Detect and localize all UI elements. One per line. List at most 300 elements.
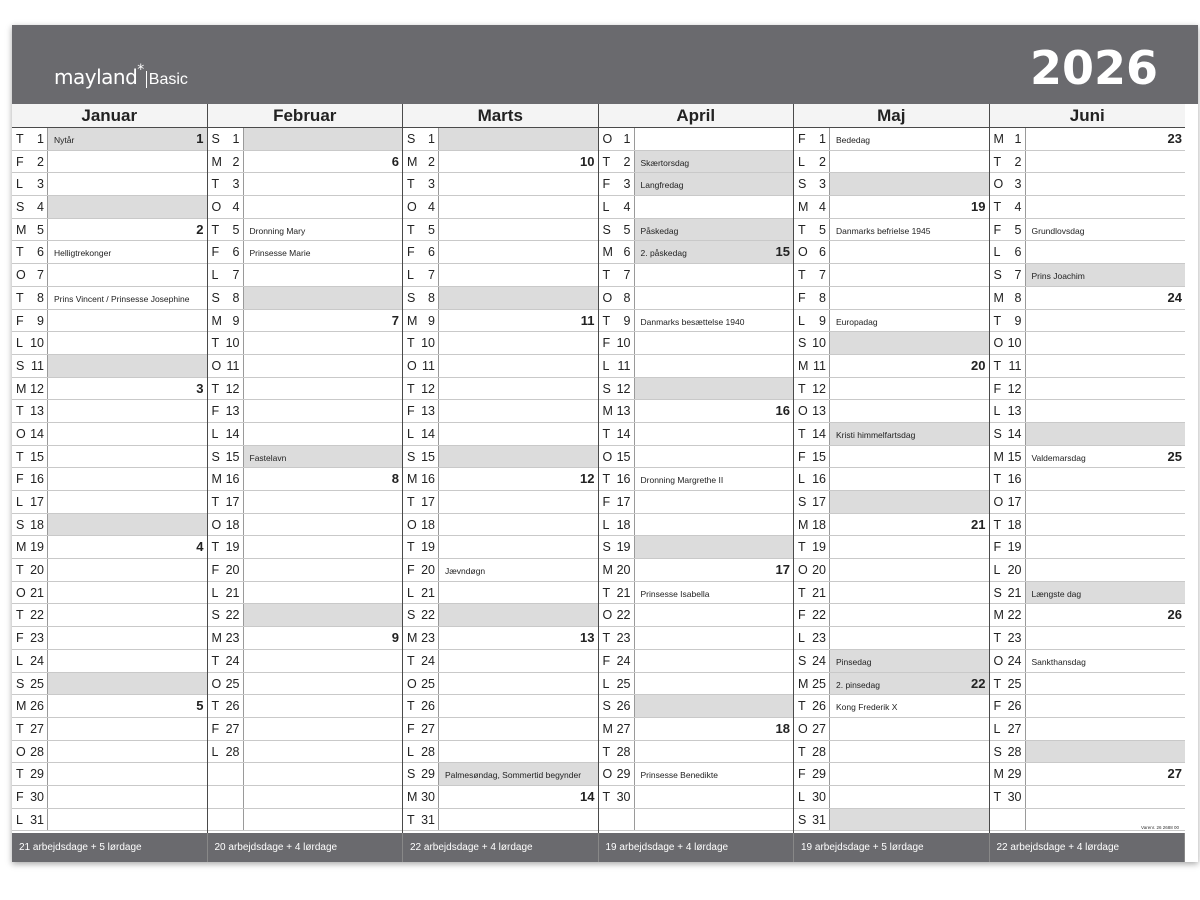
day-number: 14 — [616, 426, 631, 441]
weekday-letter: L — [602, 676, 610, 691]
note-cell[interactable] — [1026, 514, 1186, 536]
note-cell[interactable] — [830, 378, 989, 400]
note-cell[interactable] — [244, 582, 403, 604]
note-cell[interactable] — [635, 423, 794, 445]
note-cell[interactable] — [1026, 695, 1186, 717]
day-number: 19 — [421, 540, 435, 555]
day-cell — [12, 695, 48, 717]
day-row — [794, 514, 989, 537]
note-cell[interactable] — [635, 378, 794, 400]
day-number: 19 — [812, 540, 826, 555]
note-cell[interactable] — [48, 695, 207, 717]
note-cell[interactable] — [439, 241, 598, 263]
note-cell[interactable] — [1026, 582, 1186, 604]
note-cell[interactable] — [830, 219, 989, 241]
weekday-letter: F — [211, 563, 220, 578]
day-cell — [794, 741, 830, 763]
day-cell — [599, 378, 635, 400]
day-number: 25 — [225, 676, 240, 691]
note-cell[interactable] — [244, 151, 403, 173]
day-cell — [208, 378, 244, 400]
day-row — [12, 310, 207, 333]
note-cell[interactable] — [439, 491, 598, 513]
note-cell[interactable] — [244, 741, 403, 763]
note-cell[interactable] — [439, 468, 598, 490]
note-cell[interactable] — [48, 627, 207, 649]
note-cell[interactable] — [48, 400, 207, 422]
note-cell[interactable] — [1026, 718, 1186, 740]
day-cell — [599, 219, 635, 241]
day-row — [208, 695, 403, 718]
note-cell[interactable] — [635, 604, 794, 626]
day-number: 9 — [1014, 313, 1022, 328]
note-cell[interactable] — [635, 582, 794, 604]
day-row — [794, 446, 989, 469]
day-row — [403, 241, 598, 264]
note-cell[interactable] — [635, 514, 794, 536]
day-cell — [794, 128, 830, 150]
empty-note-cell — [244, 809, 403, 831]
note-cell[interactable] — [244, 627, 403, 649]
note-cell[interactable] — [635, 650, 794, 672]
day-cell — [208, 310, 244, 332]
note-cell[interactable] — [635, 264, 794, 286]
note-cell[interactable] — [48, 536, 207, 558]
note-cell[interactable] — [830, 695, 989, 717]
day-number: 23 — [421, 631, 435, 646]
day-number: 16 — [421, 472, 435, 487]
note-cell[interactable] — [830, 332, 989, 354]
day-row — [403, 219, 598, 242]
note-cell[interactable] — [439, 627, 598, 649]
note-cell[interactable] — [1026, 355, 1186, 377]
note-cell[interactable] — [439, 310, 598, 332]
holiday-label: Europadag — [836, 316, 878, 327]
note-cell[interactable] — [48, 287, 207, 309]
weekday-letter: L — [407, 744, 414, 759]
note-cell[interactable] — [1026, 468, 1186, 490]
day-number: 10 — [812, 336, 826, 351]
note-cell[interactable] — [1026, 559, 1186, 581]
note-cell[interactable] — [635, 627, 794, 649]
note-cell[interactable] — [635, 559, 794, 581]
note-cell[interactable] — [635, 151, 794, 173]
day-number: 23 — [616, 631, 631, 646]
note-cell[interactable] — [439, 809, 598, 831]
note-cell[interactable] — [48, 173, 207, 195]
note-cell[interactable] — [244, 332, 403, 354]
day-number: 22 — [616, 608, 631, 623]
weekday-letter: F — [211, 404, 220, 419]
note-cell[interactable] — [439, 128, 598, 150]
note-cell[interactable] — [830, 718, 989, 740]
note-cell[interactable] — [1026, 763, 1186, 785]
weekday-letter: O — [16, 585, 26, 600]
note-cell[interactable] — [244, 491, 403, 513]
note-cell[interactable] — [1026, 287, 1186, 309]
note-cell[interactable] — [244, 173, 403, 195]
day-cell — [12, 400, 48, 422]
day-row — [599, 151, 794, 174]
note-cell[interactable] — [439, 446, 598, 468]
day-row — [208, 650, 403, 673]
day-cell — [403, 332, 439, 354]
note-cell[interactable] — [439, 673, 598, 695]
note-cell[interactable] — [830, 151, 989, 173]
day-cell — [208, 400, 244, 422]
day-cell — [208, 718, 244, 740]
note-cell[interactable] — [48, 809, 207, 831]
note-cell[interactable] — [1026, 196, 1186, 218]
note-cell[interactable] — [244, 287, 403, 309]
weekday-letter: L — [993, 245, 1001, 260]
weekday-letter: T — [211, 699, 220, 714]
note-cell[interactable] — [635, 491, 794, 513]
note-cell[interactable] — [439, 650, 598, 672]
note-cell[interactable] — [48, 310, 207, 332]
day-cell — [12, 378, 48, 400]
note-cell[interactable] — [1026, 423, 1186, 445]
note-cell[interactable] — [244, 128, 403, 150]
day-cell — [990, 264, 1026, 286]
note-cell[interactable] — [48, 673, 207, 695]
note-cell[interactable] — [244, 695, 403, 717]
day-number: 27 — [30, 721, 44, 736]
day-cell — [794, 332, 830, 354]
note-cell[interactable] — [830, 491, 989, 513]
day-cell — [12, 151, 48, 173]
note-cell[interactable] — [48, 650, 207, 672]
day-row — [599, 695, 794, 718]
note-cell[interactable] — [1026, 241, 1186, 263]
note-cell[interactable] — [635, 173, 794, 195]
note-cell[interactable] — [635, 718, 794, 740]
note-cell[interactable] — [635, 468, 794, 490]
note-cell[interactable] — [1026, 400, 1186, 422]
note-cell[interactable] — [1026, 627, 1186, 649]
note-cell[interactable] — [1026, 128, 1186, 150]
day-cell — [599, 287, 635, 309]
day-number: 16 — [30, 472, 44, 487]
day-row — [403, 400, 598, 423]
note-cell[interactable] — [439, 559, 598, 581]
day-cell — [12, 128, 48, 150]
note-cell[interactable] — [439, 786, 598, 808]
note-cell[interactable] — [830, 786, 989, 808]
brand-logo — [54, 62, 188, 89]
day-cell — [990, 763, 1026, 785]
weekday-letter: M — [407, 472, 418, 487]
day-row — [599, 536, 794, 559]
weekday-letter: T — [993, 789, 1002, 804]
day-number: 17 — [812, 495, 826, 509]
note-cell[interactable] — [439, 264, 598, 286]
day-number: 10 — [225, 336, 240, 351]
note-cell[interactable] — [48, 219, 207, 241]
note-cell[interactable] — [830, 741, 989, 763]
month-name: Maj — [794, 104, 989, 128]
note-cell[interactable] — [635, 355, 794, 377]
note-cell[interactable] — [635, 310, 794, 332]
week-number: 23 — [1167, 131, 1182, 146]
day-cell — [403, 173, 439, 195]
note-cell[interactable] — [48, 786, 207, 808]
note-cell[interactable] — [439, 196, 598, 218]
day-cell — [990, 173, 1026, 195]
note-cell[interactable] — [244, 196, 403, 218]
day-number: 26 — [421, 699, 435, 714]
note-cell[interactable] — [244, 673, 403, 695]
day-cell — [599, 491, 635, 513]
note-cell[interactable] — [830, 514, 989, 536]
day-cell — [208, 173, 244, 195]
note-cell[interactable] — [830, 310, 989, 332]
note-cell[interactable] — [635, 695, 794, 717]
holiday-label: Langfredag — [640, 180, 684, 191]
weekday-letter: S — [798, 177, 807, 192]
day-cell — [12, 446, 48, 468]
weekday-letter: M — [16, 699, 27, 714]
day-number: 20 — [616, 563, 631, 578]
note-cell[interactable] — [830, 173, 989, 195]
weekday-letter: M — [602, 721, 613, 736]
day-number: 7 — [623, 268, 631, 283]
note-cell[interactable] — [635, 536, 794, 558]
week-number: 16 — [775, 403, 790, 419]
note-cell[interactable] — [635, 786, 794, 808]
note-cell[interactable] — [1026, 741, 1186, 763]
note-cell[interactable] — [439, 536, 598, 558]
day-cell — [990, 378, 1026, 400]
month-column — [403, 104, 599, 862]
note-cell[interactable] — [48, 128, 207, 150]
weekday-letter: T — [993, 631, 1002, 646]
note-cell[interactable] — [635, 446, 794, 468]
note-cell[interactable] — [439, 151, 598, 173]
note-cell[interactable] — [830, 196, 989, 218]
day-number: 21 — [616, 585, 631, 600]
day-cell — [794, 241, 830, 263]
note-cell[interactable] — [1026, 491, 1186, 513]
note-cell[interactable] — [830, 241, 989, 263]
day-number: 11 — [422, 358, 435, 373]
day-number: 17 — [1007, 495, 1022, 509]
note-cell[interactable] — [244, 219, 403, 241]
month-column — [12, 104, 208, 862]
note-cell[interactable] — [244, 310, 403, 332]
weekday-letter: F — [602, 653, 611, 668]
note-cell[interactable] — [244, 559, 403, 581]
note-cell[interactable] — [244, 718, 403, 740]
note-cell[interactable] — [635, 287, 794, 309]
note-cell[interactable] — [48, 741, 207, 763]
note-cell[interactable] — [830, 673, 989, 695]
day-number: 18 — [616, 517, 631, 532]
note-cell[interactable] — [830, 650, 989, 672]
note-cell[interactable] — [830, 627, 989, 649]
day-cell — [403, 786, 439, 808]
note-cell[interactable] — [244, 468, 403, 490]
note-cell[interactable] — [244, 264, 403, 286]
note-cell[interactable] — [48, 241, 207, 263]
note-cell[interactable] — [48, 582, 207, 604]
note-cell[interactable] — [1026, 786, 1186, 808]
note-cell[interactable] — [48, 468, 207, 490]
note-cell[interactable] — [1026, 673, 1186, 695]
note-cell[interactable] — [830, 400, 989, 422]
weekday-letter: T — [602, 744, 611, 759]
note-cell[interactable] — [48, 491, 207, 513]
note-cell[interactable] — [48, 559, 207, 581]
note-cell[interactable] — [830, 128, 989, 150]
note-cell[interactable] — [48, 514, 207, 536]
note-cell[interactable] — [439, 400, 598, 422]
note-cell[interactable] — [439, 355, 598, 377]
day-number: 13 — [1007, 404, 1022, 419]
weekday-letter: T — [407, 653, 415, 668]
holiday-label: Prinsesse Isabella — [640, 588, 710, 599]
note-cell[interactable] — [635, 241, 794, 263]
note-cell[interactable] — [439, 741, 598, 763]
note-cell[interactable] — [439, 332, 598, 354]
note-cell[interactable] — [244, 355, 403, 377]
note-cell[interactable] — [439, 378, 598, 400]
day-cell — [208, 423, 244, 445]
day-cell — [990, 627, 1026, 649]
day-row — [403, 446, 598, 469]
note-cell[interactable] — [439, 604, 598, 626]
day-cell — [208, 536, 244, 558]
note-cell[interactable] — [48, 332, 207, 354]
note-cell[interactable] — [244, 423, 403, 445]
note-cell[interactable] — [244, 241, 403, 263]
note-cell[interactable] — [1026, 219, 1186, 241]
day-row — [208, 173, 403, 196]
day-cell — [403, 514, 439, 536]
note-cell[interactable] — [48, 604, 207, 626]
note-cell[interactable] — [439, 219, 598, 241]
note-cell[interactable] — [439, 514, 598, 536]
day-row — [403, 332, 598, 355]
note-cell[interactable] — [1026, 536, 1186, 558]
note-cell[interactable] — [244, 446, 403, 468]
note-cell[interactable] — [48, 378, 207, 400]
note-cell[interactable] — [48, 718, 207, 740]
day-cell — [12, 559, 48, 581]
weekday-letter: T — [211, 495, 220, 509]
day-cell — [403, 627, 439, 649]
day-number: 20 — [421, 563, 435, 578]
day-row — [599, 468, 794, 491]
note-cell[interactable] — [635, 741, 794, 763]
note-cell[interactable] — [244, 378, 403, 400]
note-cell[interactable] — [830, 264, 989, 286]
day-number: 26 — [225, 699, 240, 714]
note-cell[interactable] — [1026, 604, 1186, 626]
note-cell[interactable] — [48, 264, 207, 286]
note-cell[interactable] — [830, 287, 989, 309]
day-number: 5 — [1014, 222, 1022, 237]
note-cell[interactable] — [1026, 650, 1186, 672]
day-number: 29 — [30, 767, 44, 782]
note-cell[interactable] — [244, 536, 403, 558]
note-cell[interactable] — [439, 423, 598, 445]
note-cell[interactable] — [439, 763, 598, 785]
note-cell[interactable] — [48, 196, 207, 218]
note-cell[interactable] — [48, 355, 207, 377]
note-cell[interactable] — [635, 763, 794, 785]
note-cell[interactable] — [830, 355, 989, 377]
note-cell[interactable] — [48, 763, 207, 785]
note-cell[interactable] — [1026, 378, 1186, 400]
day-row — [990, 219, 1186, 242]
note-cell[interactable] — [48, 423, 207, 445]
note-cell[interactable] — [830, 468, 989, 490]
weekday-letter: S — [211, 132, 220, 146]
day-row — [990, 582, 1186, 605]
weekday-letter: F — [16, 313, 24, 328]
note-cell[interactable] — [244, 604, 403, 626]
note-cell[interactable] — [830, 809, 989, 831]
note-cell[interactable] — [439, 718, 598, 740]
note-cell[interactable] — [439, 173, 598, 195]
weekday-letter: M — [993, 608, 1004, 623]
day-cell — [403, 763, 439, 785]
note-cell[interactable] — [830, 446, 989, 468]
note-cell[interactable] — [244, 400, 403, 422]
note-cell[interactable] — [830, 536, 989, 558]
weekday-letter: M — [16, 381, 27, 396]
note-cell[interactable] — [635, 219, 794, 241]
note-cell[interactable] — [1026, 173, 1186, 195]
note-cell[interactable] — [830, 763, 989, 785]
day-cell — [599, 128, 635, 150]
note-cell[interactable] — [1026, 332, 1186, 354]
note-cell[interactable] — [1026, 310, 1186, 332]
note-cell[interactable] — [48, 446, 207, 468]
note-cell[interactable] — [1026, 151, 1186, 173]
note-cell[interactable] — [439, 287, 598, 309]
note-cell[interactable] — [1026, 264, 1186, 286]
note-cell[interactable] — [830, 423, 989, 445]
note-cell[interactable] — [830, 604, 989, 626]
note-cell[interactable] — [635, 128, 794, 150]
note-cell[interactable] — [635, 673, 794, 695]
day-cell — [599, 446, 635, 468]
day-row — [990, 196, 1186, 219]
note-cell[interactable] — [635, 332, 794, 354]
note-cell[interactable] — [830, 582, 989, 604]
note-cell[interactable] — [48, 151, 207, 173]
month-column — [794, 104, 990, 862]
note-cell[interactable] — [635, 196, 794, 218]
note-cell[interactable] — [439, 695, 598, 717]
note-cell[interactable] — [830, 559, 989, 581]
day-number: 24 — [812, 653, 826, 668]
day-number: 21 — [812, 585, 826, 600]
note-cell[interactable] — [439, 582, 598, 604]
note-cell[interactable] — [1026, 446, 1186, 468]
week-number: 9 — [391, 630, 399, 646]
weekday-letter: T — [993, 313, 1002, 328]
empty-day-cell — [599, 809, 635, 831]
note-cell[interactable] — [244, 650, 403, 672]
day-number: 26 — [1007, 699, 1022, 714]
day-row — [794, 264, 989, 287]
weekday-letter: T — [602, 313, 611, 328]
note-cell[interactable] — [635, 400, 794, 422]
note-cell[interactable] — [244, 514, 403, 536]
